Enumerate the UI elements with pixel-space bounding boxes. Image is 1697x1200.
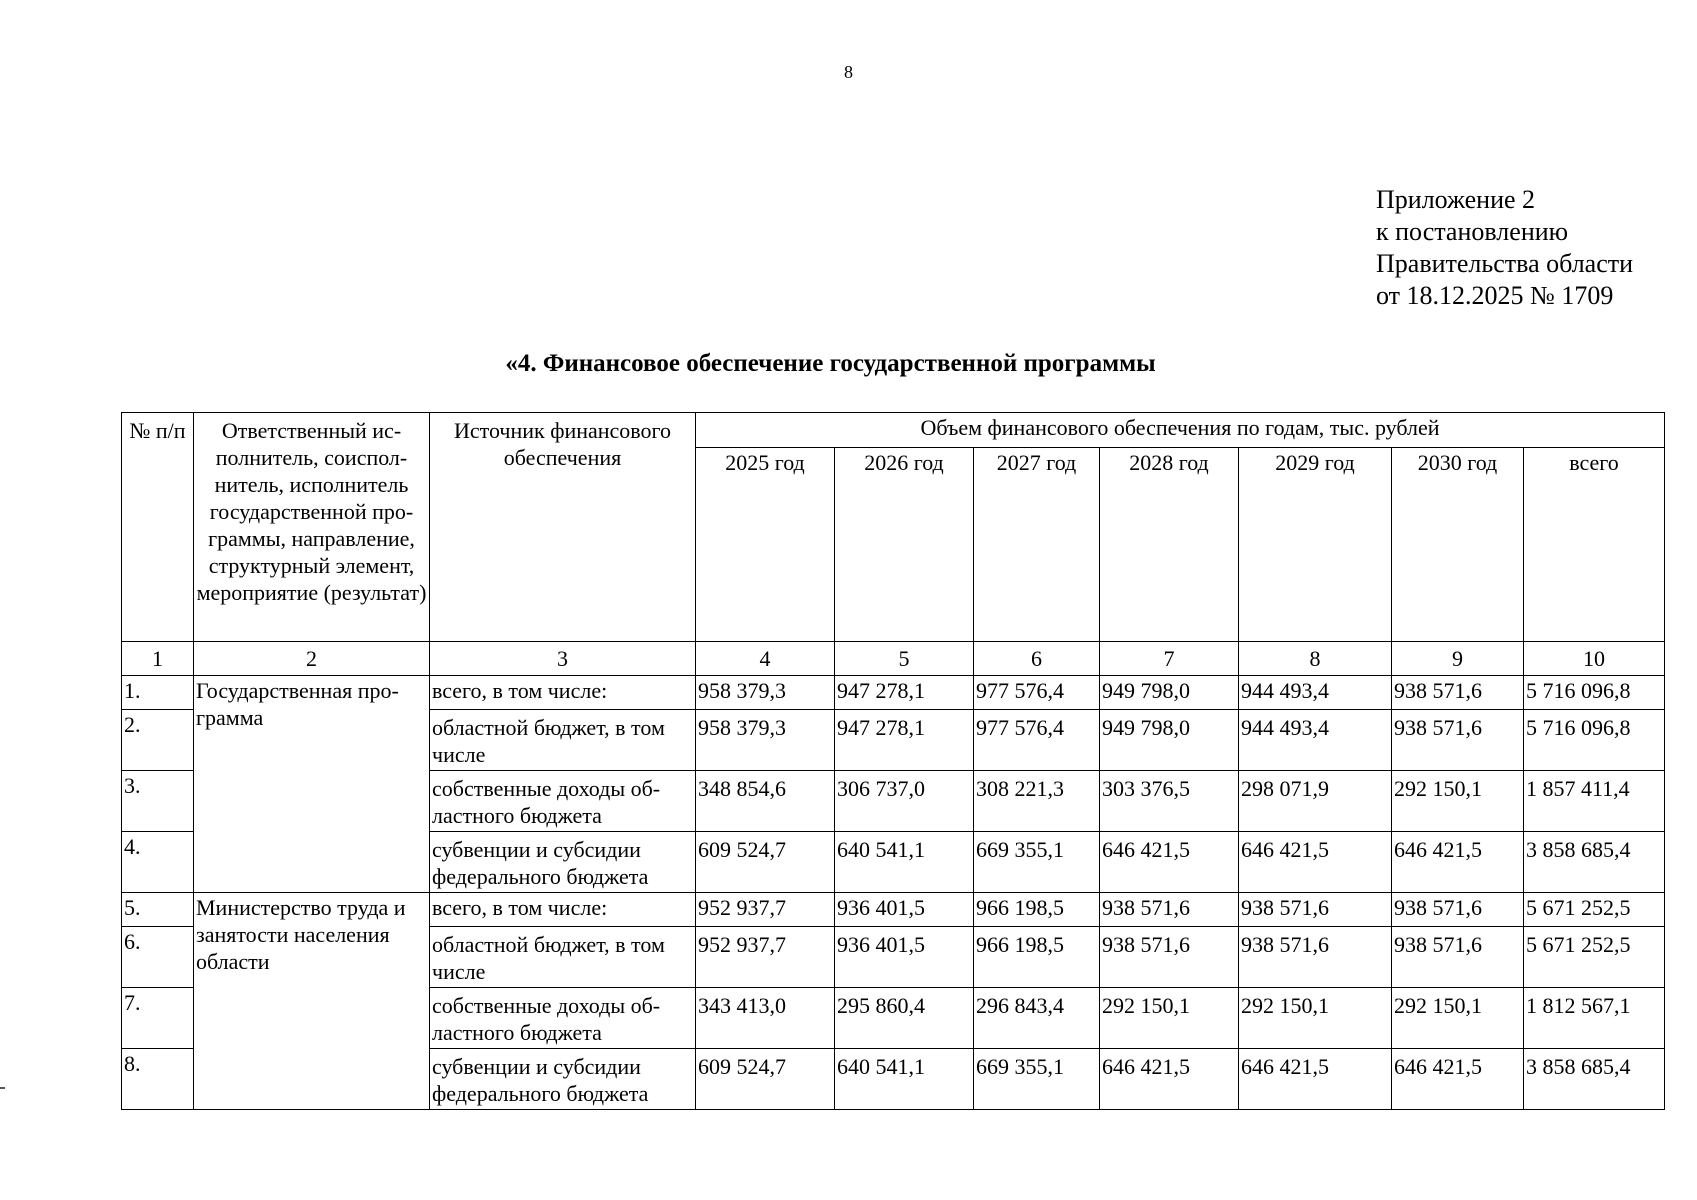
header-volume: Объем финансового обеспечения по годам, тыс. рублей <box>696 413 1665 448</box>
year-value-cell: 348 854,6 <box>696 771 835 832</box>
source-cell: всего, в том числе: <box>430 676 696 710</box>
year-value-cell: 938 571,6 <box>1392 676 1524 710</box>
column-number: 4 <box>696 642 835 676</box>
year-value-cell: 936 401,5 <box>835 927 974 988</box>
year-value-cell: 938 571,6 <box>1239 927 1392 988</box>
year-value-cell: 646 421,5 <box>1100 1049 1239 1110</box>
year-value-cell: 646 421,5 <box>1100 832 1239 893</box>
source-cell: собственные доходы областного бюджета <box>430 988 696 1049</box>
column-number: 8 <box>1239 642 1392 676</box>
total-value-cell: 5 671 252,5 <box>1524 927 1665 988</box>
row-number: 6. <box>122 927 194 988</box>
source-cell: субвенции и субсидии федерального бюджета <box>430 1049 696 1110</box>
header-year-2030: 2030 год <box>1392 448 1524 642</box>
appendix-line-3: Правительства области <box>1376 249 1634 278</box>
appendix-line-1: Приложение 2 <box>1376 185 1536 214</box>
header-year-2027: 2027 год <box>974 448 1100 642</box>
header-executor: Ответственный исполнитель, соисполнитель, исполнитель государственной программы, направление, структурный элемент, мероприятие (результат) <box>194 413 430 642</box>
document-title: «4. Финансовое обеспечение государственной программы <box>505 350 1156 377</box>
total-value-cell: 5 671 252,5 <box>1524 893 1665 927</box>
year-value-cell: 947 278,1 <box>835 676 974 710</box>
column-number: 7 <box>1100 642 1239 676</box>
year-value-cell: 977 576,4 <box>974 710 1100 771</box>
year-value-cell: 296 843,4 <box>974 988 1100 1049</box>
year-value-cell: 952 937,7 <box>696 927 835 988</box>
year-value-cell: 609 524,7 <box>696 832 835 893</box>
header-year-2026: 2026 год <box>835 448 974 642</box>
year-value-cell: 938 571,6 <box>1392 710 1524 771</box>
year-value-cell: 977 576,4 <box>974 676 1100 710</box>
source-cell: субвенции и субсидии федерального бюджета <box>430 832 696 893</box>
year-value-cell: 952 937,7 <box>696 893 835 927</box>
header-total: всего <box>1524 448 1665 642</box>
header-source: Источник финансового обеспечения <box>430 413 696 642</box>
year-value-cell: 938 571,6 <box>1100 927 1239 988</box>
year-value-cell: 646 421,5 <box>1239 1049 1392 1110</box>
year-value-cell: 669 355,1 <box>974 1049 1100 1110</box>
source-cell: областной бюджет, в том числе <box>430 710 696 771</box>
year-value-cell: 640 541,1 <box>835 832 974 893</box>
year-value-cell: 303 376,5 <box>1100 771 1239 832</box>
year-value-cell: 646 421,5 <box>1239 832 1392 893</box>
source-cell: областной бюджет, в том числе <box>430 927 696 988</box>
row-number: 7. <box>122 988 194 1049</box>
column-number: 2 <box>194 642 430 676</box>
year-value-cell: 966 198,5 <box>974 893 1100 927</box>
year-value-cell: 295 860,4 <box>835 988 974 1049</box>
column-numbers-row <box>122 642 1665 676</box>
year-value-cell: 949 798,0 <box>1100 710 1239 771</box>
year-value-cell: 640 541,1 <box>835 1049 974 1110</box>
year-value-cell: 306 737,0 <box>835 771 974 832</box>
total-value-cell: 5 716 096,8 <box>1524 676 1665 710</box>
row-number: 3. <box>122 771 194 832</box>
year-value-cell: 936 401,5 <box>835 893 974 927</box>
year-value-cell: 938 571,6 <box>1392 893 1524 927</box>
column-number: 6 <box>974 642 1100 676</box>
row-number: 4. <box>122 832 194 893</box>
year-value-cell: 646 421,5 <box>1392 1049 1524 1110</box>
year-value-cell: 938 571,6 <box>1100 893 1239 927</box>
year-value-cell: 308 221,3 <box>974 771 1100 832</box>
year-value-cell: 298 071,9 <box>1239 771 1392 832</box>
year-value-cell: 938 571,6 <box>1392 927 1524 988</box>
year-value-cell: 947 278,1 <box>835 710 974 771</box>
year-value-cell: 949 798,0 <box>1100 676 1239 710</box>
header-year-2028: 2028 год <box>1100 448 1239 642</box>
executor-cell: Министерство труда и занятости населения области <box>194 893 430 1110</box>
year-value-cell: 944 493,4 <box>1239 710 1392 771</box>
header-row-1 <box>122 413 1665 448</box>
column-number: 9 <box>1392 642 1524 676</box>
total-value-cell: 1 812 567,1 <box>1524 988 1665 1049</box>
year-value-cell: 609 524,7 <box>696 1049 835 1110</box>
appendix-line-4: от 18.12.2025 № 1709 <box>1376 281 1614 310</box>
column-number: 1 <box>122 642 194 676</box>
year-value-cell: 292 150,1 <box>1239 988 1392 1049</box>
margin-mark <box>0 1087 5 1089</box>
source-cell: всего, в том числе: <box>430 893 696 927</box>
page-number: 8 <box>844 62 853 82</box>
column-number: 3 <box>430 642 696 676</box>
financing-table <box>121 412 1665 1110</box>
header-num: № п/п <box>122 413 194 642</box>
row-number: 1. <box>122 676 194 710</box>
total-value-cell: 3 858 685,4 <box>1524 832 1665 893</box>
year-value-cell: 966 198,5 <box>974 927 1100 988</box>
column-number: 5 <box>835 642 974 676</box>
row-number: 5. <box>122 893 194 927</box>
document-title-wrap <box>0 350 1697 378</box>
year-value-cell: 292 150,1 <box>1100 988 1239 1049</box>
year-value-cell: 944 493,4 <box>1239 676 1392 710</box>
table-row <box>122 893 1665 927</box>
total-value-cell: 5 716 096,8 <box>1524 710 1665 771</box>
year-value-cell: 292 150,1 <box>1392 988 1524 1049</box>
year-value-cell: 669 355,1 <box>974 832 1100 893</box>
year-value-cell: 938 571,6 <box>1239 893 1392 927</box>
year-value-cell: 292 150,1 <box>1392 771 1524 832</box>
year-value-cell: 958 379,3 <box>696 710 835 771</box>
total-value-cell: 3 858 685,4 <box>1524 1049 1665 1110</box>
total-value-cell: 1 857 411,4 <box>1524 771 1665 832</box>
year-value-cell: 646 421,5 <box>1392 832 1524 893</box>
appendix-line-2: к постановлению <box>1376 217 1569 246</box>
column-number: 10 <box>1524 642 1665 676</box>
header-year-2025: 2025 год <box>696 448 835 642</box>
year-value-cell: 343 413,0 <box>696 988 835 1049</box>
table-body <box>122 676 1665 1110</box>
header-year-2029: 2029 год <box>1239 448 1392 642</box>
row-number: 2. <box>122 710 194 771</box>
executor-cell: Государственная программа <box>194 676 430 893</box>
year-value-cell: 958 379,3 <box>696 676 835 710</box>
source-cell: собственные доходы областного бюджета <box>430 771 696 832</box>
appendix-block <box>1376 184 1633 312</box>
table-row <box>122 676 1665 710</box>
row-number: 8. <box>122 1049 194 1110</box>
